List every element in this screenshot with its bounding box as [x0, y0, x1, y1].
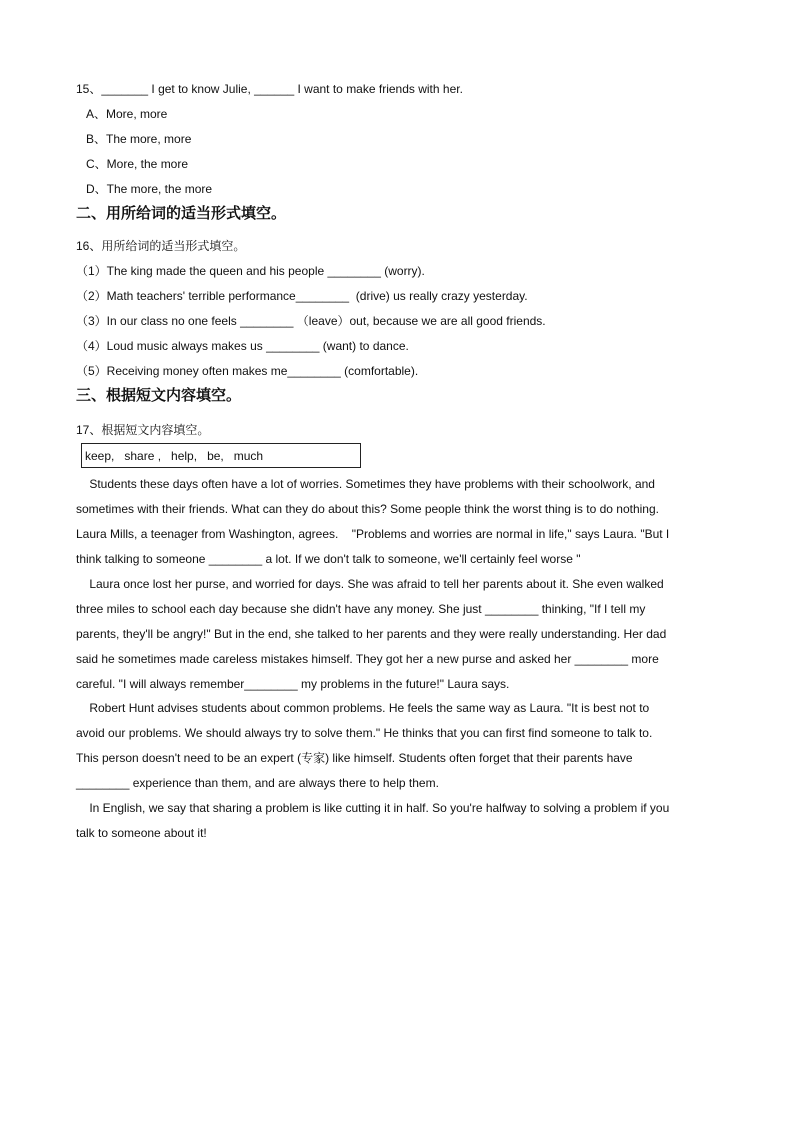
question-16-stem: 16、用所给词的适当形式填空。	[76, 239, 246, 253]
question-17-stem: 17、根据短文内容填空。	[76, 423, 210, 437]
passage-line-11: avoid our problems. We should always try to solve them." He thinks that you can first find someone to talk to.	[76, 726, 653, 740]
passage-line-4: think talking to someone ________ a lot. If we don't talk to someone, we'll certainly feel worse "	[76, 552, 581, 566]
passage-line-5: Laura once lost her purse, and worried for days. She was afraid to tell her parents about it. She even walked	[76, 577, 664, 591]
section-2-heading: 二、用所给词的适当形式填空。	[76, 204, 287, 222]
passage-line-12: This person doesn't need to be an expert (专家) like himself. Students often forget that their parents have	[76, 751, 633, 765]
question-15-stem: 15、_______ I get to know Julie, ______ I want to make friends with her.	[76, 82, 463, 96]
question-16-item-2: （2）Math teachers' terrible performance________ (drive) us really crazy yesterday.	[76, 289, 528, 303]
question-16-item-3: （3）In our class no one feels ________ （leave）out, because we are all good friends.	[76, 314, 546, 328]
question-16-item-4: （4）Loud music always makes us ________ (want) to dance.	[76, 339, 409, 353]
passage-line-10: Robert Hunt advises students about common problems. He feels the same way as Laura. "It is best not to	[76, 701, 650, 715]
question-15-option-b: B、The more, more	[86, 132, 192, 146]
question-16-item-5: （5）Receiving money often makes me________ (comfortable).	[76, 364, 419, 378]
passage-line-13: ________ experience than them, and are always there to help them.	[76, 776, 439, 790]
passage-line-1: Students these days often have a lot of worries. Sometimes they have problems with their schoolwork, and	[76, 477, 655, 491]
word-bank-box: keep, share , help, be, much	[81, 443, 361, 468]
passage-line-2: sometimes with their friends. What can they do about this? Some people think the worst thing is to do nothing.	[76, 502, 659, 516]
question-15-option-a: A、More, more	[86, 107, 168, 121]
passage-line-3: Laura Mills, a teenager from Washington, agrees. "Problems and worries are normal in life," says Laura. "But I	[76, 527, 670, 541]
question-16-item-1: （1）The king made the queen and his people ________ (worry).	[76, 264, 425, 278]
passage-line-7: parents, they'll be angry!" But in the end, she talked to her parents and they were really understanding. Her dad	[76, 627, 667, 641]
passage-line-15: talk to someone about it!	[76, 826, 207, 840]
passage-line-8: said he sometimes made careless mistakes himself. They got her a new purse and asked her ________ more	[76, 652, 659, 666]
question-15-option-d: D、The more, the more	[86, 182, 213, 196]
section-3-heading: 三、根据短文内容填空。	[76, 386, 242, 404]
passage-line-9: careful. "I will always remember________ my problems in the future!" Laura says.	[76, 677, 510, 691]
passage-line-6: three miles to school each day because she didn't have any money. She just ________ thinking, "If I tell my	[76, 602, 646, 616]
question-15-option-c: C、More, the more	[86, 157, 189, 171]
passage-line-14: In English, we say that sharing a problem is like cutting it in half. So you're halfway to solving a problem if you	[76, 801, 670, 815]
